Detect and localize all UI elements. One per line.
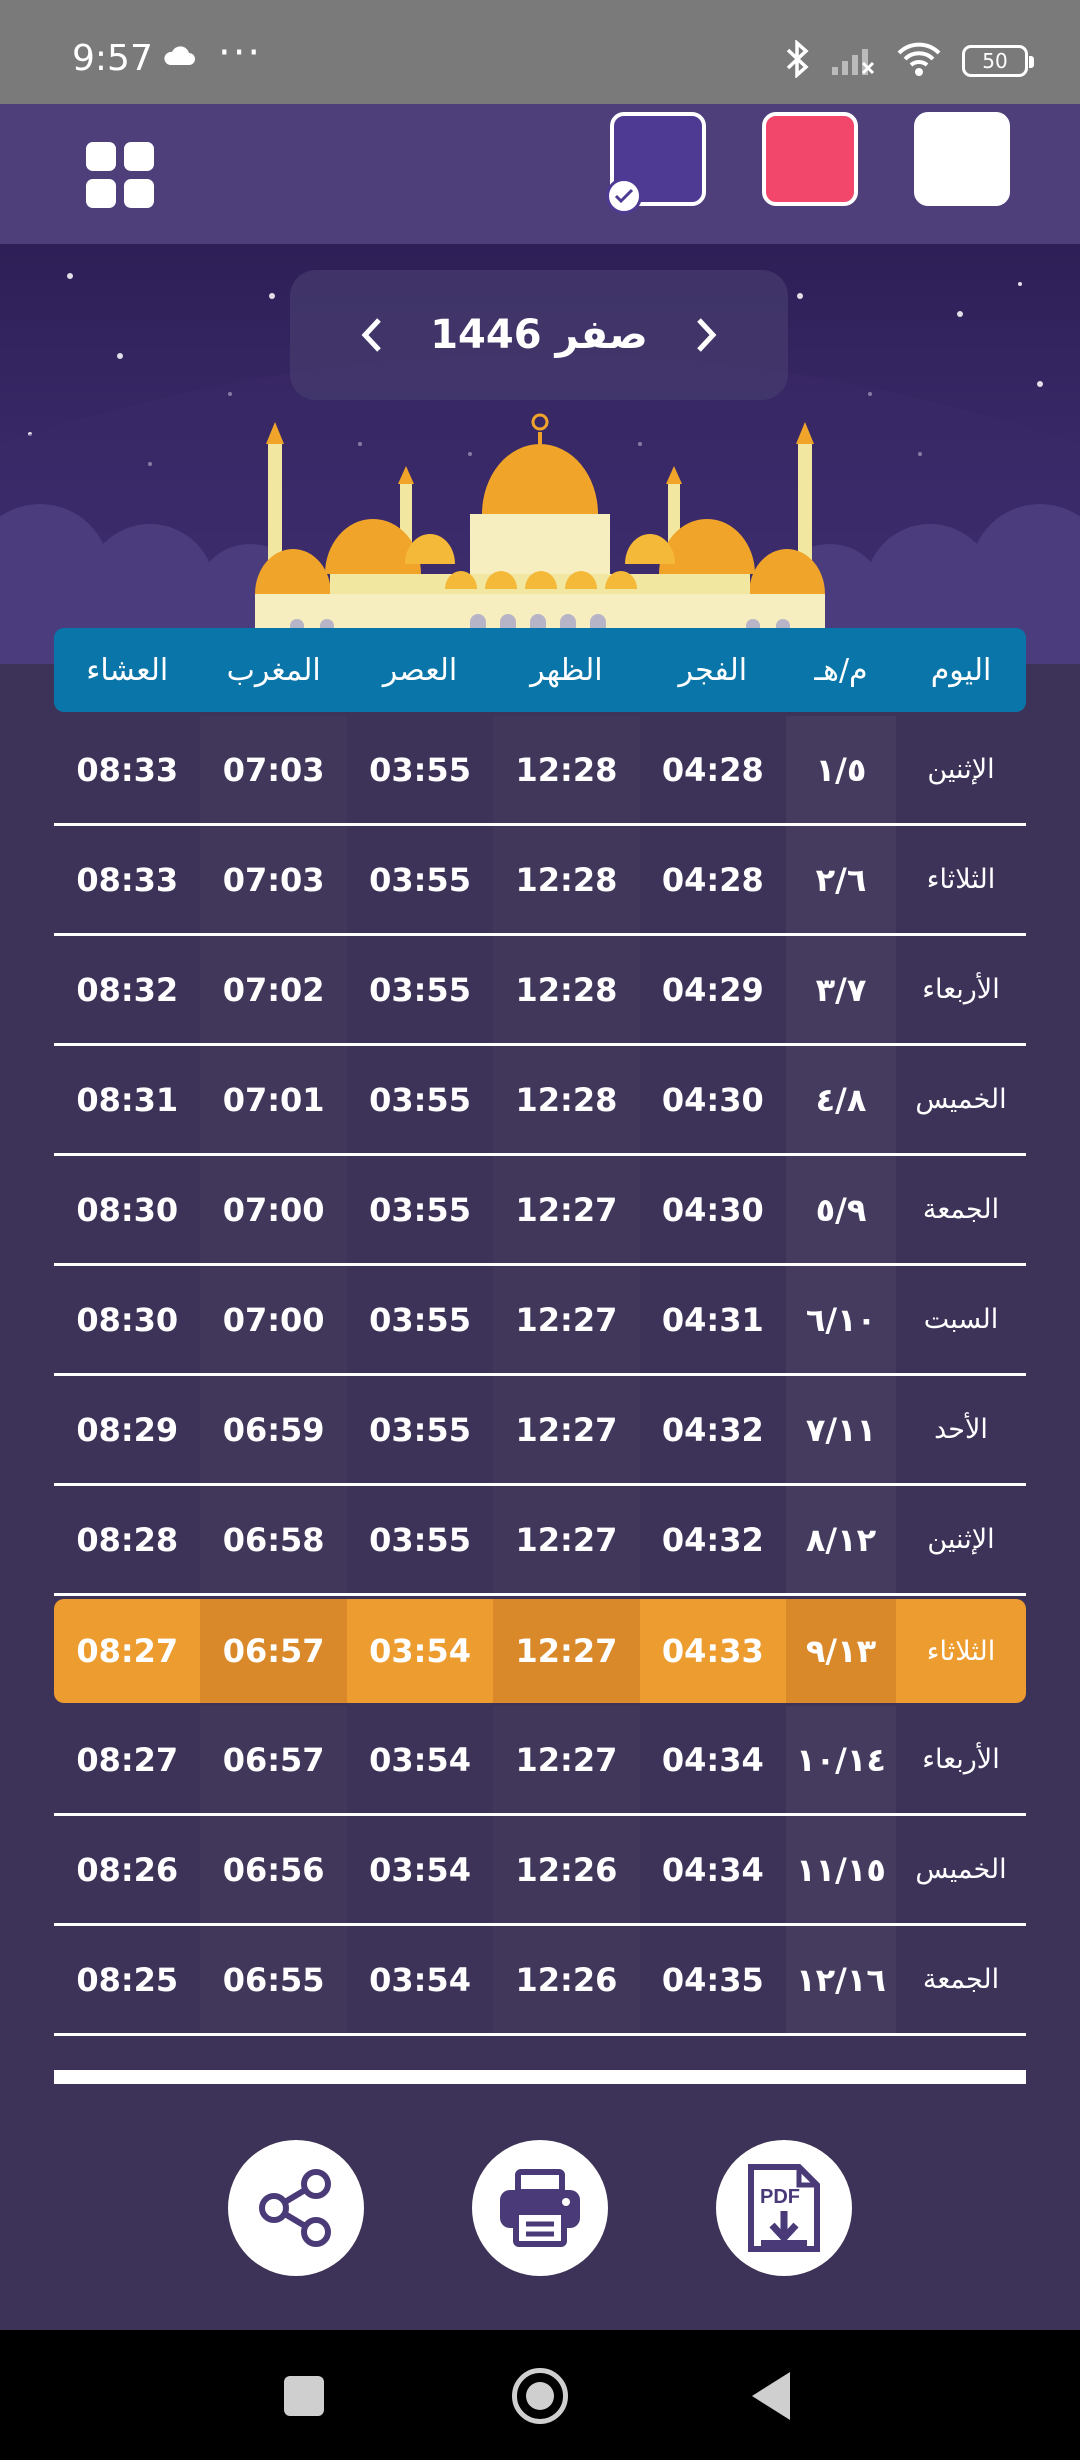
cell-dhuhr: 12:27	[493, 1156, 639, 1263]
cell-asr: 03:55	[369, 1300, 471, 1339]
cell-day: الأربعاء	[922, 974, 1000, 1005]
cell-asr: 03:55	[369, 1190, 471, 1229]
pdf-button[interactable]	[716, 2140, 852, 2276]
cell-day: الأربعاء	[922, 1744, 1000, 1775]
printer-icon	[496, 2168, 584, 2248]
cell-date: ١١/١٥	[786, 1816, 896, 1923]
header-isha: العشاء	[86, 652, 169, 688]
cell-dhuhr: 12:28	[493, 1046, 639, 1153]
home-button[interactable]	[512, 2368, 568, 2424]
recents-button[interactable]	[284, 2376, 324, 2416]
cell-date: ٨/١٢	[786, 1486, 896, 1593]
cell-day: الإثنين	[927, 754, 995, 785]
cell-dhuhr: 12:26	[493, 1816, 639, 1923]
status-bar	[0, 0, 1080, 104]
cell-asr: 03:55	[369, 1520, 471, 1559]
status-time: 9:57	[72, 38, 153, 79]
cell-day: الثلاثاء	[926, 864, 996, 895]
cell-fajr: 04:33	[661, 1632, 764, 1670]
cell-maghrib: 07:00	[200, 1266, 346, 1373]
grid-icon[interactable]	[86, 142, 156, 208]
table-row	[54, 1706, 1026, 1816]
cell-day: الجمعة	[922, 1964, 1000, 1995]
theme-white-button[interactable]	[914, 112, 1010, 206]
cell-asr: 03:54	[369, 1632, 471, 1670]
cell-date: ٢/٦	[786, 826, 896, 933]
bluetooth-icon	[786, 40, 810, 82]
cell-fajr: 04:30	[661, 1080, 764, 1119]
cell-maghrib: 07:00	[200, 1156, 346, 1263]
share-icon	[254, 2166, 338, 2250]
cell-fajr: 04:29	[661, 970, 764, 1009]
cell-isha: 08:30	[76, 1190, 179, 1229]
cell-maghrib: 06:59	[200, 1376, 346, 1483]
more-notifications-icon: ···	[218, 30, 263, 76]
cell-isha: 08:25	[76, 1960, 179, 1999]
table-row	[54, 716, 1026, 826]
cell-isha: 08:26	[76, 1850, 179, 1889]
cell-asr: 03:55	[369, 860, 471, 899]
cell-fajr: 04:31	[661, 1300, 764, 1339]
cell-maghrib: 07:03	[200, 716, 346, 823]
pdf-label: PDF	[760, 2186, 800, 2208]
hero-banner	[0, 244, 1080, 664]
table-header	[54, 628, 1026, 712]
header-dhuhr: الظهر	[530, 652, 603, 688]
cell-date: ٩/١٣	[786, 1599, 896, 1703]
cell-isha: 08:31	[76, 1080, 179, 1119]
cell-isha: 08:33	[76, 750, 179, 789]
table-scroll-edge	[54, 2070, 1026, 2084]
cell-day: الأحد	[934, 1414, 988, 1445]
cell-day: الجمعة	[922, 1194, 1000, 1225]
check-icon	[606, 178, 642, 214]
cell-dhuhr: 12:28	[493, 826, 639, 933]
cell-isha: 08:33	[76, 860, 179, 899]
cell-date: ١٢/١٦	[786, 1926, 896, 2033]
table-row	[54, 1926, 1026, 2036]
table-row	[54, 1376, 1026, 1486]
table-row	[54, 1266, 1026, 1376]
cell-asr: 03:55	[369, 1080, 471, 1119]
cell-date: ٦/١٠	[786, 1266, 896, 1373]
cell-fajr: 04:35	[661, 1960, 764, 1999]
month-navigator	[290, 270, 788, 400]
cell-day: الخميس	[915, 1084, 1007, 1115]
cell-fajr: 04:28	[661, 860, 764, 899]
cell-asr: 03:55	[369, 1410, 471, 1449]
cell-dhuhr: 12:28	[493, 716, 639, 823]
cell-dhuhr: 12:28	[493, 936, 639, 1043]
cell-asr: 03:54	[369, 1740, 471, 1779]
cell-day: الثلاثاء	[926, 1635, 996, 1667]
cell-dhuhr: 12:27	[493, 1599, 639, 1703]
cell-asr: 03:54	[369, 1850, 471, 1889]
back-button[interactable]	[752, 2372, 790, 2420]
cell-maghrib: 06:58	[200, 1486, 346, 1593]
header-asr: العصر	[382, 652, 458, 688]
cell-day: الإثنين	[927, 1524, 995, 1555]
cloud-icon	[162, 44, 196, 70]
print-button[interactable]	[472, 2140, 608, 2276]
cell-fajr: 04:32	[661, 1520, 764, 1559]
cell-asr: 03:55	[369, 750, 471, 789]
chevron-left-icon[interactable]	[336, 298, 406, 372]
theme-red-button[interactable]	[762, 112, 858, 206]
table-row-today	[54, 1599, 1026, 1703]
chevron-right-icon[interactable]	[672, 298, 742, 372]
cell-dhuhr: 12:27	[493, 1376, 639, 1483]
cell-date: ١/٥	[786, 716, 896, 823]
share-button[interactable]	[228, 2140, 364, 2276]
month-title: صفر 1446	[430, 312, 648, 358]
cell-date: ١٠/١٤	[786, 1706, 896, 1813]
cell-isha: 08:32	[76, 970, 179, 1009]
cell-fajr: 04:34	[661, 1740, 764, 1779]
cell-dhuhr: 12:27	[493, 1266, 639, 1373]
table-row	[54, 1816, 1026, 1926]
header-date: م/هـ	[814, 652, 868, 688]
cell-maghrib: 06:55	[200, 1926, 346, 2033]
wifi-icon	[896, 42, 942, 80]
cell-fajr: 04:34	[661, 1850, 764, 1889]
cell-date: ٥/٩	[786, 1156, 896, 1263]
cell-date: ٣/٧	[786, 936, 896, 1043]
cell-date: ٧/١١	[786, 1376, 896, 1483]
table-row	[54, 826, 1026, 936]
theme-purple-button[interactable]	[610, 112, 706, 206]
battery-level: 50	[982, 49, 1008, 73]
cell-asr: 03:54	[369, 1960, 471, 1999]
header-maghrib: المغرب	[226, 652, 321, 688]
cell-date: ٤/٨	[786, 1046, 896, 1153]
cell-day: الخميس	[915, 1854, 1007, 1885]
pdf-download-icon	[747, 2163, 821, 2253]
cell-isha: 08:27	[76, 1632, 179, 1670]
cell-maghrib: 06:57	[200, 1599, 346, 1703]
table-row	[54, 1046, 1026, 1156]
cell-fajr: 04:32	[661, 1410, 764, 1449]
cell-maghrib: 07:03	[200, 826, 346, 933]
header-day: اليوم	[930, 652, 992, 688]
cell-maghrib: 07:01	[200, 1046, 346, 1153]
toolbar	[0, 104, 1080, 244]
cell-dhuhr: 12:27	[493, 1706, 639, 1813]
cell-maghrib: 06:57	[200, 1706, 346, 1813]
prayer-times-list[interactable]	[54, 716, 1026, 2086]
cell-fajr: 04:30	[661, 1190, 764, 1229]
cell-isha: 08:27	[76, 1740, 179, 1779]
table-row	[54, 1486, 1026, 1596]
cell-isha: 08:29	[76, 1410, 179, 1449]
cell-dhuhr: 12:27	[493, 1486, 639, 1593]
cell-isha: 08:30	[76, 1300, 179, 1339]
cell-maghrib: 07:02	[200, 936, 346, 1043]
cell-asr: 03:55	[369, 970, 471, 1009]
cell-day: السبت	[923, 1304, 999, 1335]
action-bar	[0, 2140, 1080, 2276]
cell-maghrib: 06:56	[200, 1816, 346, 1923]
system-nav-bar	[0, 2330, 1080, 2460]
header-fajr: الفجر	[678, 652, 748, 688]
signal-icon	[830, 43, 876, 79]
cell-isha: 08:28	[76, 1520, 179, 1559]
cell-dhuhr: 12:26	[493, 1926, 639, 2033]
battery-icon	[962, 45, 1028, 77]
table-row	[54, 1156, 1026, 1266]
cell-fajr: 04:28	[661, 750, 764, 789]
table-row	[54, 936, 1026, 1046]
